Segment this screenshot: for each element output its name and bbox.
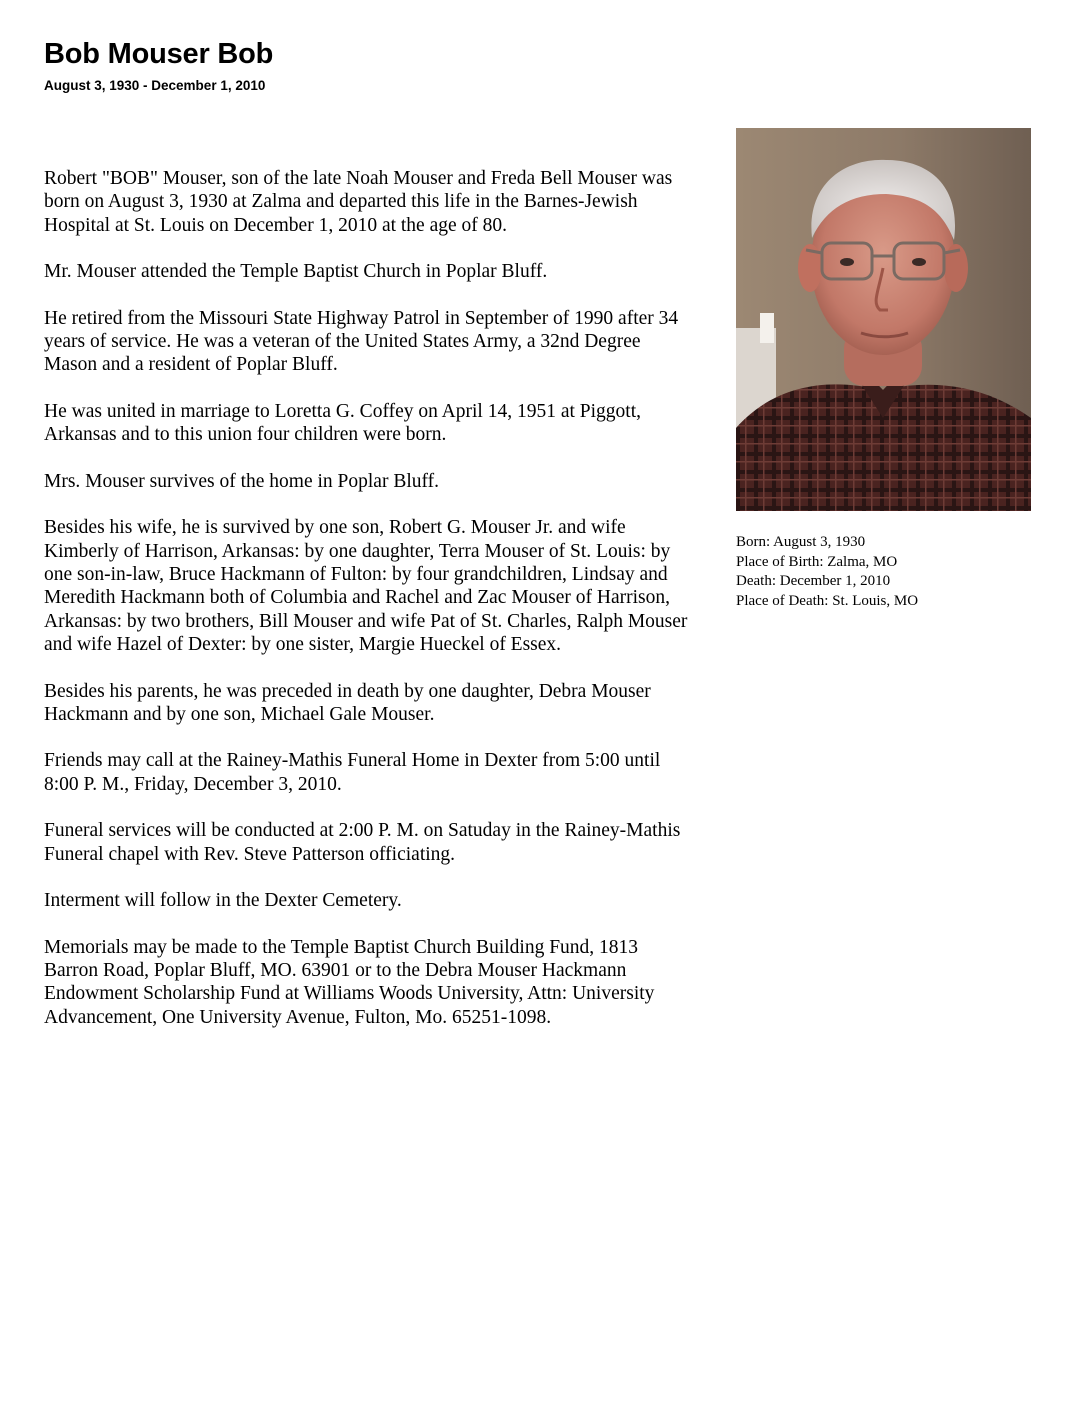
born-fact: Born: August 3, 1930 xyxy=(736,534,866,550)
portrait-photo xyxy=(736,128,1031,511)
paragraph-birth: Robert "BOB" Mouser, son of the late Noah Mouser and Freda Bell Mouser was born on August 3, 1930 at Zalma and departed this life in the Barnes-Jewish Hospital at St. Louis on December 1, 2010 at the age of 80. xyxy=(44,168,673,236)
paragraph-marriage: He was united in marriage to Loretta G. Coffey on April 14, 1951 at Piggott, Arkansas and to this union four children were born. xyxy=(44,400,641,446)
paragraph-memorials: Memorials may be made to the Temple Baptist Church Building Fund, 1813 Barron Road, Poplar Bluff, MO. 63901 or to the Debra Mouser Hackmann Endowment Scholarship Fund at Williams Woods University, Attn: University Advancement, One University Avenue, Fulton, Mo. 65251-1098. xyxy=(44,936,655,1028)
paragraph-services: Funeral services will be conducted at 2:00 P. M. on Satuday in the Rainey-Mathis Funeral chapel with Rev. Steve Patterson officiating. xyxy=(44,820,681,865)
vital-facts xyxy=(736,533,918,611)
paragraph-visitation: Friends may call at the Rainey-Mathis Funeral Home in Dexter from 5:00 until 8:00 P. M., Friday, December 3, 2010. xyxy=(44,750,661,795)
page-title: Bob Mouser Bob xyxy=(44,38,274,70)
death-fact: Death: December 1, 2010 xyxy=(736,573,891,589)
life-dates: August 3, 1930 - December 1, 2010 xyxy=(44,78,266,93)
paragraph-survivors: Besides his wife, he is survived by one son, Robert G. Mouser Jr. and wife Kimberly of Harrison, Arkansas: by one daughter, Terra Mouser of St. Louis: by one son-in-law, Bruce Hackmann of Fulton: by four grandchildren, Lindsay and Meredith Hackmann both of Columbia and Rachel and Zac Mouser of Harrison, Arkansas: by two brothers, Bill Mouser and wife Pat of St. Charles, Ralph Mouser and wife Hazel of Dexter: by one sister, Margie Hueckel of Essex. xyxy=(44,517,688,655)
paragraph-spouse: Mrs. Mouser survives of the home in Poplar Bluff. xyxy=(44,470,440,492)
paragraph-interment: Interment will follow in the Dexter Cemetery. xyxy=(44,890,402,912)
paragraph-preceded: Besides his parents, he was preceded in death by one daughter, Debra Mouser Hackmann and by one son, Michael Gale Mouser. xyxy=(44,680,651,725)
paragraph-career: He retired from the Missouri State Highway Patrol in September of 1990 after 34 years of service. He was a veteran of the United States Army, a 32nd Degree Mason and a resident of Poplar Bluff. xyxy=(44,307,679,376)
obituary-text xyxy=(44,167,694,1052)
place-of-birth-fact: Place of Birth: Zalma, MO xyxy=(736,553,898,570)
paragraph-church: Mr. Mouser attended the Temple Baptist Church in Poplar Bluff. xyxy=(44,261,548,283)
place-of-death-fact: Place of Death: St. Louis, MO xyxy=(736,592,919,609)
